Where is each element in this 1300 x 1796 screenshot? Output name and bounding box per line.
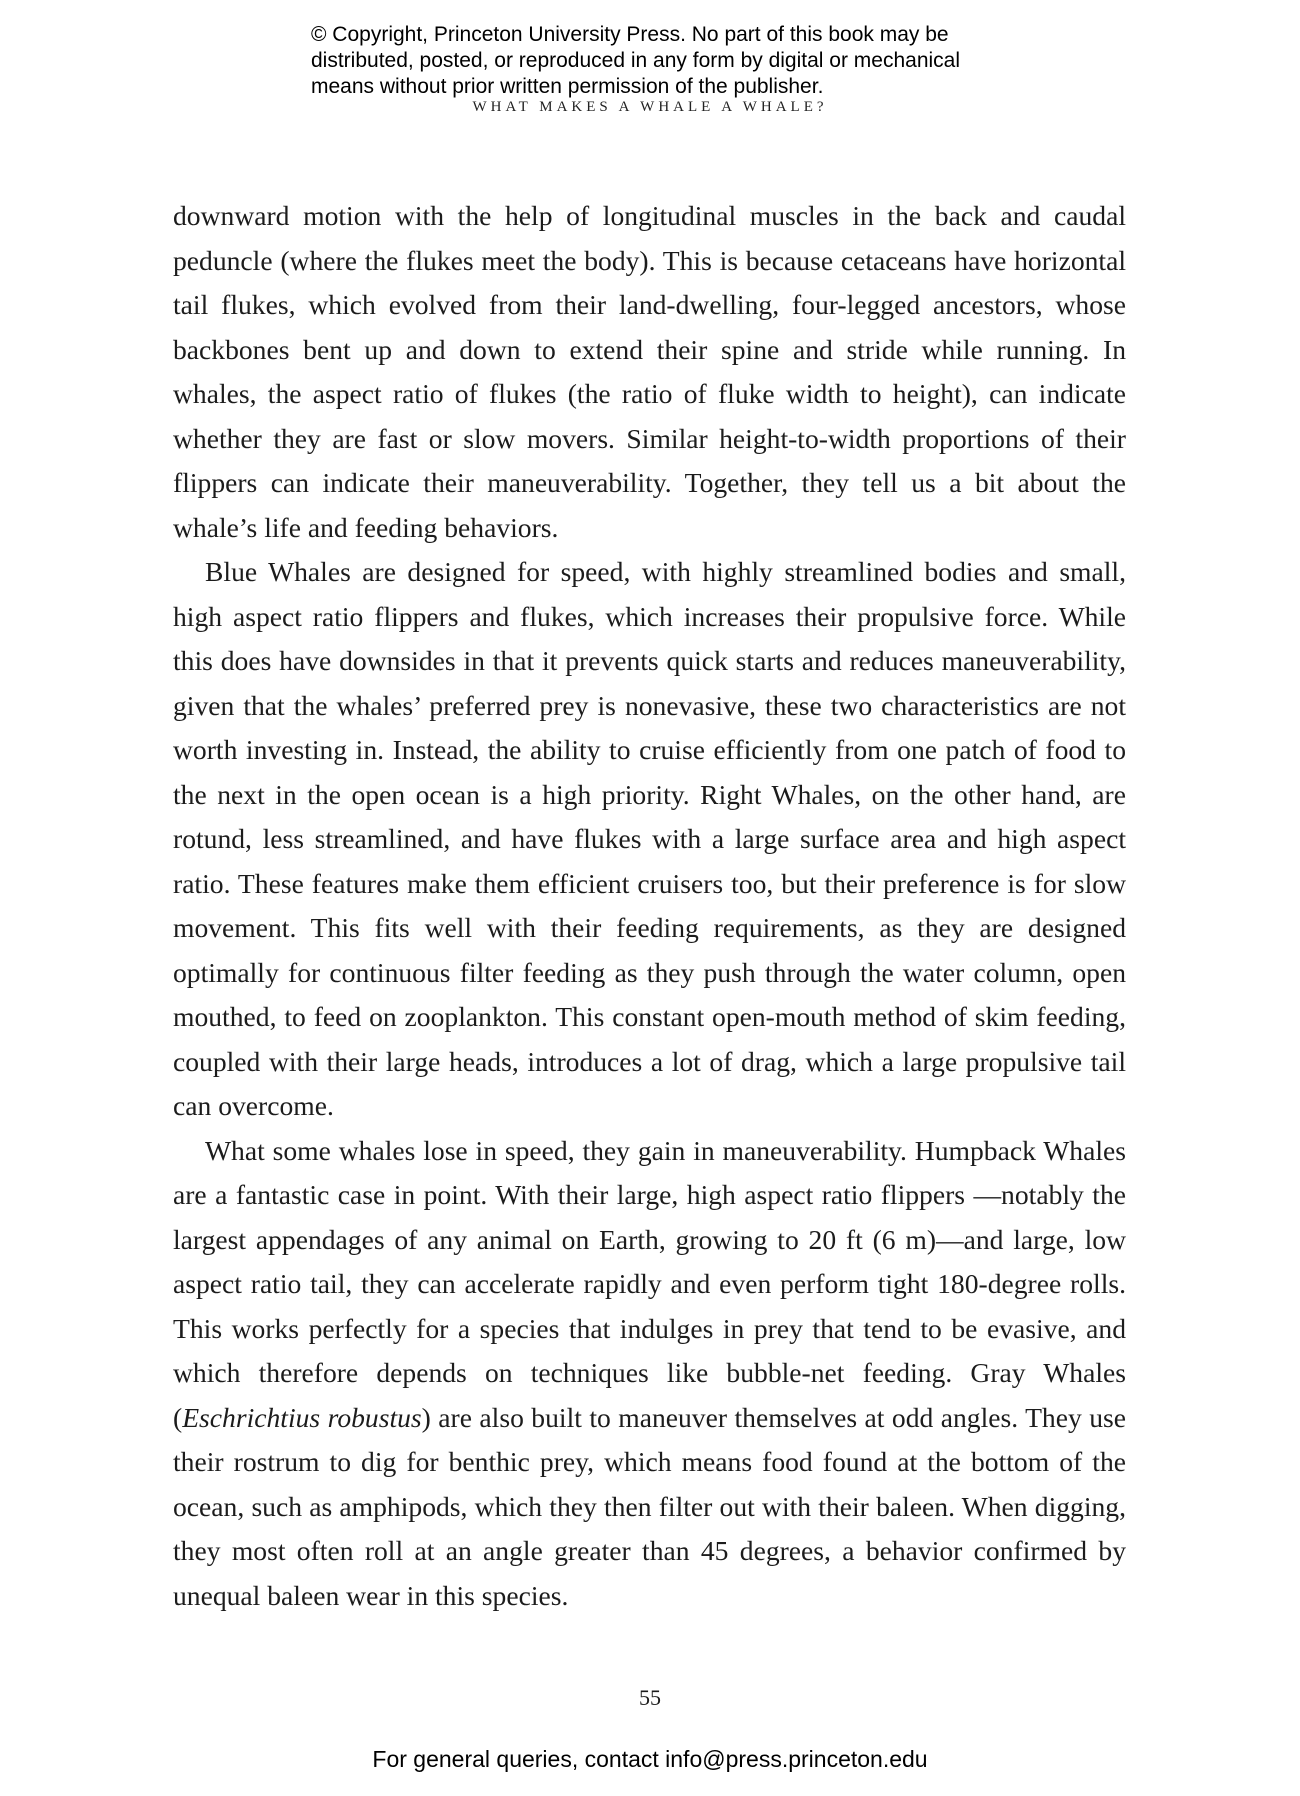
paragraph (173, 1129, 1126, 1619)
copyright-line: distributed, posted, or reproduced in any form by digital or mechanical (311, 49, 961, 72)
page-number: 55 (639, 1685, 661, 1710)
species-name-italic: Eschrichtius robustus (182, 1401, 422, 1433)
copyright-notice (311, 22, 1031, 100)
copyright-line: means without prior written permission of the publisher. (311, 75, 824, 98)
paragraph-text: What some whales lose in speed, they gain in maneuverability. Humpback Whales are a fantastic case in point. With their large, high aspect ratio flippers —notably the largest appendages of any animal on Earth, growing to 20 ft (6 m)—and large, low aspect ratio tail, they can accelerate rapidly and even perform tight 180-degree rolls. This works perfectly for a species that indulges in prey that tend to be evasive, and which therefore depends on techniques like bubble-net feeding. Gray Whales ( (173, 1134, 1126, 1433)
footer-contact: For general queries, contact info@press.princeton.edu (372, 1746, 928, 1772)
paragraph-text: ) are also built to maneuver themselves at odd angles. They use their rostrum to dig for benthic prey, which means food found at the bottom of the ocean, such as amphipods, which they then filter out with their baleen. When digging, they most often roll at an angle greater than 45 degrees, a behavior confirmed by unequal baleen wear in this species. (173, 1401, 1126, 1611)
running-head: WHAT MAKES A WHALE A WHALE? (472, 99, 828, 115)
paragraph: Blue Whales are designed for speed, with highly streamlined bodies and small, high aspect ratio flippers and flukes, which increases their propulsive force. While this does have downsides in that it prevents quick starts and reduces maneuverability, given that the whales’ preferred prey is nonevasive, these two characteristics are not worth investing in. Instead, the ability to cruise efficiently from one patch of food to the next in the open ocean is a high priority. Right Whales, on the other hand, are rotund, less streamlined, and have flukes with a large surface area and high aspect ratio. These features make them efficient cruisers too, but their preference is for slow movement. This fits well with their feeding requirements, as they are designed optimally for continuous filter feeding as they push through the water column, open mouthed, to feed on zooplankton. This constant open-mouth method of skim feeding, coupled with their large heads, introduces a lot of drag, which a large propulsive tail can overcome. (173, 556, 1126, 1121)
paragraph: downward motion with the help of longitudinal muscles in the back and caudal peduncle (where the flukes meet the body). This is because cetaceans have horizontal tail flukes, which evolved from their land-dwelling, four-legged ancestors, whose backbones bent up and down to extend their spine and stride while running. In whales, the aspect ratio of flukes (the ratio of fluke width to height), can indicate whether they are fast or slow movers. Similar height-to-width proportions of their flippers can indicate their maneuverability. Together, they tell us a bit about the whale’s life and feeding behaviors. (173, 200, 1126, 543)
body-text (173, 194, 1126, 1618)
copyright-line: © Copyright, Princeton University Press. No part of this book may be (311, 23, 949, 46)
